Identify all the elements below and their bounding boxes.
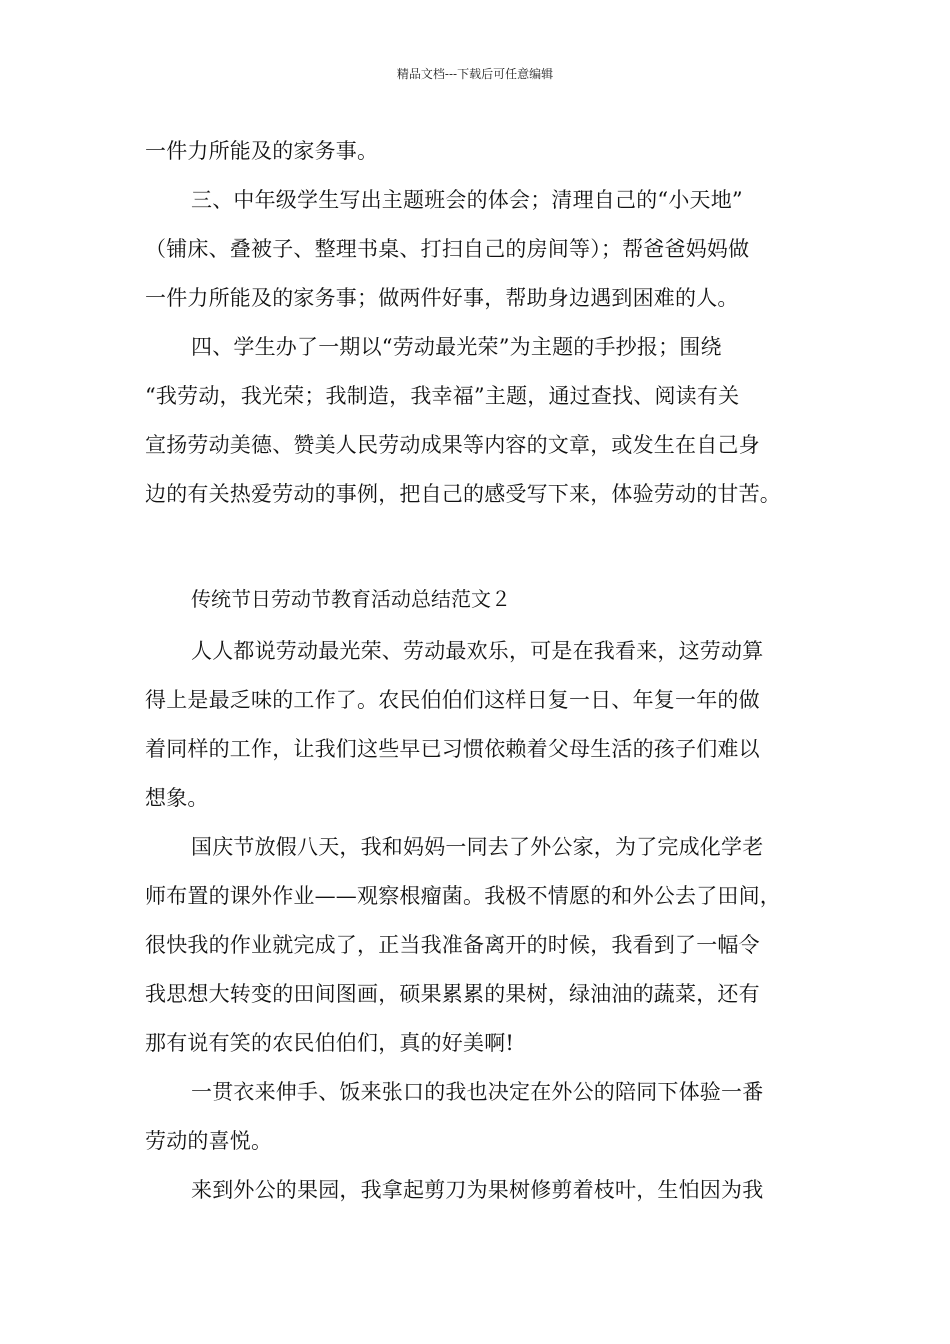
page-header: 精品文档---下载后可任意编辑 (396, 67, 554, 81)
section-1 (145, 127, 825, 519)
paragraph-line: 人人都说劳动最光荣、劳动最欢乐，可是在我看来，这劳动算 (191, 639, 764, 663)
paragraph-line: 那有说有笑的农民伯伯们，真的好美啊! (145, 1031, 515, 1055)
paragraph-line: 四、学生办了一期以“劳动最光荣”为主题的手抄报；围绕 (191, 335, 722, 359)
paragraph-line: 得上是最乏味的工作了。农民伯伯们这样日复一日、年复一年的做 (145, 688, 760, 712)
paragraph-line: 一件力所能及的家务事；做两件好事，帮助身边遇到困难的人。 (145, 286, 739, 310)
paragraph-line: （铺床、叠被子、整理书桌、打扫自己的房间等）；帮爸爸妈妈做 (145, 237, 750, 261)
paragraph-line: 师布置的课外作业——观察根瘤菌。我极不情愿的和外公去了田间， (145, 884, 781, 908)
paragraph-line: 来到外公的果园，我拿起剪刀为果树修剪着枝叶，生怕因为我 (191, 1178, 764, 1202)
section-title: 传统节日劳动节教育活动总结范文２ (191, 587, 511, 611)
section-2 (145, 579, 825, 1215)
document-body (145, 127, 825, 1215)
paragraph-line: 国庆节放假八天，我和妈妈一同去了外公家，为了完成化学老 (191, 835, 764, 859)
paragraph-line: 三、中年级学生写出主题班会的体会；清理自己的“小天地” (191, 188, 743, 212)
paragraph-line: 想象。 (145, 786, 209, 810)
paragraph-line: 宣扬劳动美德、赞美人民劳动成果等内容的文章，或发生在自己身 (145, 433, 760, 457)
paragraph-line: 很快我的作业就完成了，正当我准备离开的时候，我看到了一幅令 (145, 933, 760, 957)
section-gap (145, 519, 825, 579)
paragraph-line: 我思想大转变的田间图画，硕果累累的果树，绿油油的蔬菜，还有 (145, 982, 760, 1006)
paragraph-line: “我劳动，我光荣；我制造，我幸福”主题，通过查找、阅读有关 (145, 384, 740, 408)
paragraph-line: 着同样的工作，让我们这些早已习惯依赖着父母生活的孩子们难以 (145, 737, 760, 761)
paragraph-line: 劳动的喜悦。 (145, 1129, 273, 1153)
paragraph-line: 一贯衣来伸手、饭来张口的我也决定在外公的陪同下体验一番 (191, 1080, 764, 1104)
paragraph-line: 一件力所能及的家务事。 (145, 139, 379, 163)
paragraph-line: 边的有关热爱劳动的事例，把自己的感受写下来，体验劳动的甘苦。 (145, 482, 781, 506)
